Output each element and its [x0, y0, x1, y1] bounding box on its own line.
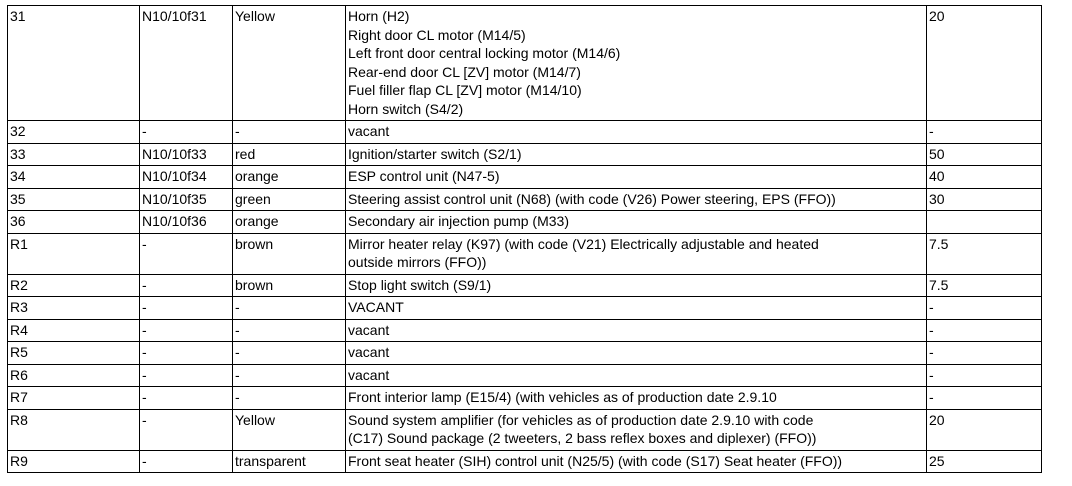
fuse-color-cell: - [233, 387, 346, 410]
consumer-cell [346, 121, 927, 144]
consumer-line: Stop light switch (S9/1) [348, 276, 492, 293]
fuse-reference-cell: - [140, 297, 233, 320]
fuse-reference-cell: - [140, 387, 233, 410]
consumer-line: Front seat heater (SIH) control unit (N25/5) (with code (S17) Seat heater (FFO)) [348, 452, 843, 469]
consumer-line: outside mirrors (FFO)) [348, 254, 487, 270]
consumer-line: Fuel filler flap CL [ZV] motor (M14/10) [348, 82, 582, 98]
consumer-line: vacant [348, 366, 390, 383]
amperage-cell: - [927, 342, 1042, 365]
fuse-number-cell: R7 [8, 387, 140, 410]
consumer-cell [346, 166, 927, 189]
consumer-line: vacant [348, 123, 390, 139]
fuse-table [7, 5, 1042, 473]
fuse-color-cell: orange [233, 166, 346, 189]
fuse-number-cell: R3 [8, 297, 140, 320]
fuse-reference-cell: - [140, 319, 233, 342]
fuse-number-cell: R2 [8, 274, 140, 297]
table-row [8, 143, 1042, 166]
table-row [8, 342, 1042, 365]
fuse-reference-cell: - [140, 409, 233, 450]
fuse-color-cell: orange [233, 211, 346, 234]
fuse-number-cell: R5 [8, 342, 140, 365]
fuse-reference-cell: - [140, 450, 233, 473]
table-row [8, 121, 1042, 144]
consumer-cell [346, 297, 927, 320]
consumer-cell [346, 342, 927, 365]
consumer-line: Mirror heater relay (K97) (with code (V21) Electrically adjustable and heated [348, 235, 819, 252]
amperage-cell: 7.5 [927, 233, 1042, 274]
fuse-number-cell: 35 [8, 188, 140, 211]
consumer-line: Left front door central locking motor (M14/6) [348, 45, 621, 61]
amperage-cell: - [927, 121, 1042, 144]
amperage-cell: - [927, 364, 1042, 387]
consumer-line: Secondary air injection pump (M33) [348, 213, 569, 229]
amperage-cell [927, 211, 1042, 234]
fuse-color-cell: brown [233, 274, 346, 297]
fuse-number-cell: 31 [8, 6, 140, 121]
consumer-cell [346, 364, 927, 387]
consumer-line: Right door CL motor (M14/5) [348, 26, 526, 43]
consumer-cell [346, 409, 927, 450]
fuse-reference-cell: N10/10f34 [140, 166, 233, 189]
consumer-line: (C17) Sound package (2 tweeters, 2 bass reflex boxes and diplexer) (FFO)) [348, 430, 817, 446]
table-row [8, 188, 1042, 211]
amperage-cell: 50 [927, 143, 1042, 166]
fuse-color-cell: - [233, 297, 346, 320]
fuse-color-cell: - [233, 364, 346, 387]
consumer-line: ESP control unit (N47-5) [348, 168, 500, 184]
consumer-cell [346, 319, 927, 342]
fuse-reference-cell: - [140, 121, 233, 144]
consumer-line: Horn (H2) [348, 8, 410, 24]
amperage-cell: 20 [927, 409, 1042, 450]
table-row [8, 6, 1042, 121]
consumer-line: VACANT [348, 299, 404, 315]
fuse-number-cell: 34 [8, 166, 140, 189]
table-row [8, 211, 1042, 234]
table-row [8, 274, 1042, 297]
consumer-line: Steering assist control unit (N68) (with code (V26) Power steering, EPS (FFO)) [348, 190, 836, 207]
table-row [8, 364, 1042, 387]
table-row [8, 319, 1042, 342]
fuse-reference-cell: - [140, 274, 233, 297]
amperage-cell: 40 [927, 166, 1042, 189]
fuse-table-body [8, 6, 1042, 473]
consumer-line: Rear-end door CL [ZV] motor (M14/7) [348, 63, 581, 80]
consumer-cell [346, 233, 927, 274]
fuse-number-cell: R6 [8, 364, 140, 387]
table-row [8, 387, 1042, 410]
consumer-cell [346, 6, 927, 121]
amperage-cell: - [927, 297, 1042, 320]
consumer-line: Horn switch (S4/2) [348, 100, 464, 117]
consumer-cell [346, 143, 927, 166]
fuse-color-cell: transparent [233, 450, 346, 473]
fuse-reference-cell: - [140, 364, 233, 387]
fuse-reference-cell: N10/10f36 [140, 211, 233, 234]
fuse-color-cell: brown [233, 233, 346, 274]
consumer-line: vacant [348, 344, 390, 360]
fuse-number-cell: R9 [8, 450, 140, 473]
fuse-color-cell: Yellow [233, 6, 346, 121]
fuse-color-cell: Yellow [233, 409, 346, 450]
amperage-cell: - [927, 387, 1042, 410]
fuse-reference-cell: N10/10f31 [140, 6, 233, 121]
table-row [8, 166, 1042, 189]
consumer-cell [346, 211, 927, 234]
fuse-reference-cell: - [140, 342, 233, 365]
table-row [8, 450, 1042, 473]
consumer-cell [346, 450, 927, 473]
consumer-cell [346, 387, 927, 410]
fuse-reference-cell: N10/10f35 [140, 188, 233, 211]
fuse-color-cell: - [233, 342, 346, 365]
fuse-reference-cell: N10/10f33 [140, 143, 233, 166]
fuse-color-cell: - [233, 319, 346, 342]
amperage-cell: 25 [927, 450, 1042, 473]
amperage-cell: 7.5 [927, 274, 1042, 297]
consumer-line: vacant [348, 321, 390, 338]
fuse-color-cell: green [233, 188, 346, 211]
table-row [8, 409, 1042, 450]
fuse-color-cell: red [233, 143, 346, 166]
table-row [8, 297, 1042, 320]
amperage-cell: 30 [927, 188, 1042, 211]
consumer-line: Front interior lamp (E15/4) (with vehicles as of production date 2.9.10 [348, 389, 777, 405]
consumer-cell [346, 274, 927, 297]
consumer-cell [346, 188, 927, 211]
consumer-line: Sound system amplifier (for vehicles as of production date 2.9.10 with code [348, 411, 814, 428]
fuse-number-cell: 33 [8, 143, 140, 166]
fuse-number-cell: R1 [8, 233, 140, 274]
fuse-number-cell: R8 [8, 409, 140, 450]
fuse-number-cell: R4 [8, 319, 140, 342]
fuse-color-cell: - [233, 121, 346, 144]
fuse-number-cell: 32 [8, 121, 140, 144]
amperage-cell: - [927, 319, 1042, 342]
table-row [8, 233, 1042, 274]
fuse-number-cell: 36 [8, 211, 140, 234]
amperage-cell: 20 [927, 6, 1042, 121]
consumer-line: Ignition/starter switch (S2/1) [348, 145, 522, 162]
fuse-reference-cell: - [140, 233, 233, 274]
